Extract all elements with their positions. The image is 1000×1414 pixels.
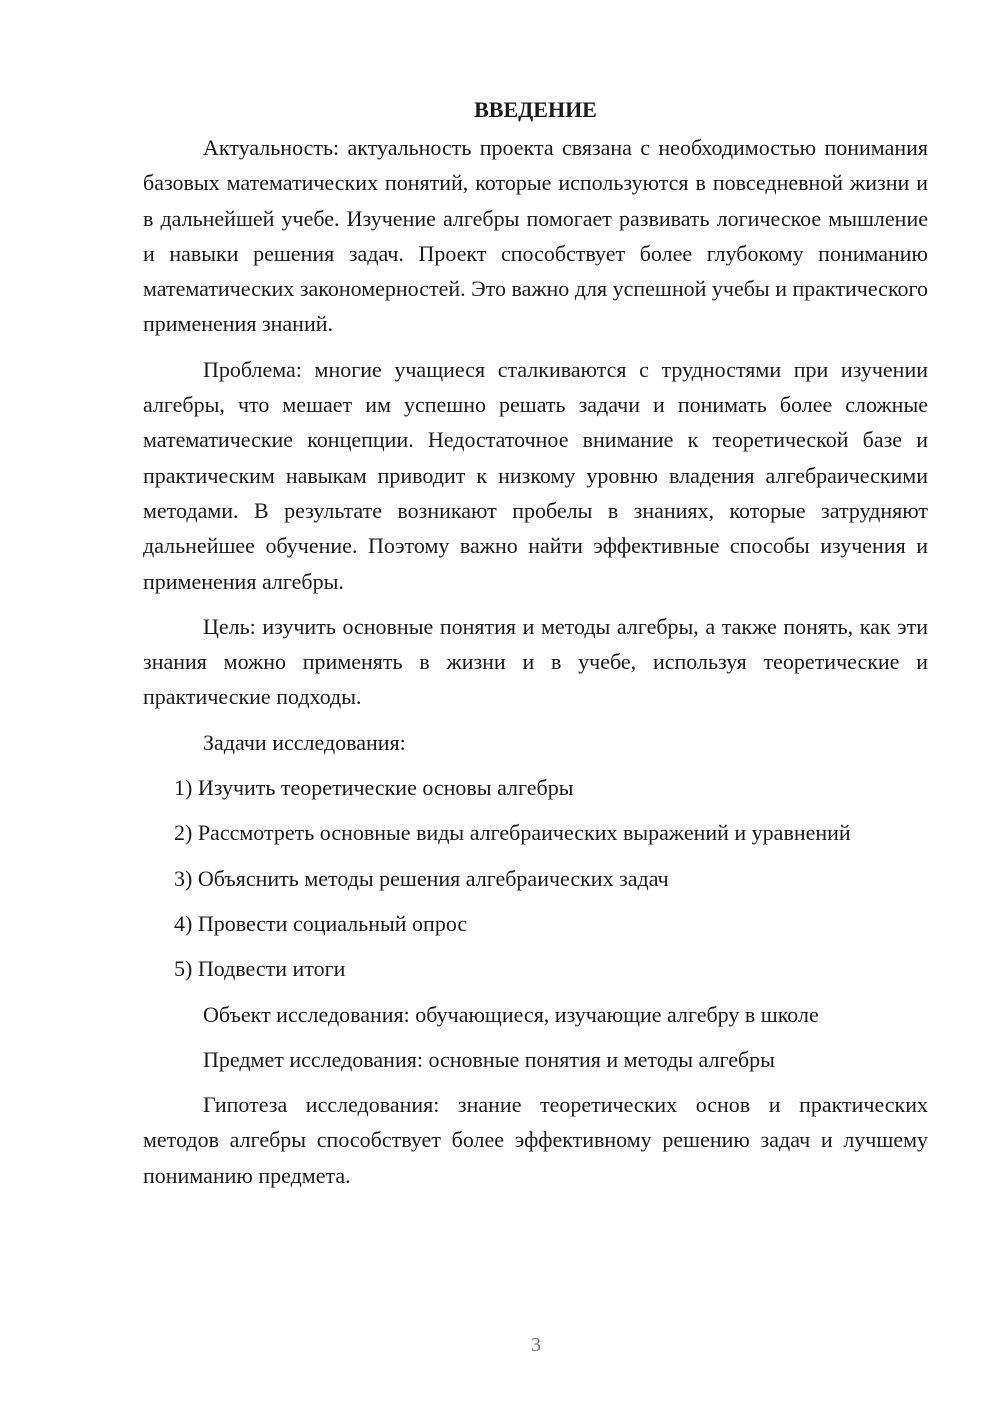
task-item-5: 5) Подвести итоги [174,956,346,982]
paragraph-subject: Предмет исследования: основные понятия и методы алгебры [203,1046,775,1072]
tasks-heading: Задачи исследования: [203,729,406,755]
paragraph-goal: Цель: изучить основные понятия и методы алгебры, а также понять, как эти знания можно применять в жизни и в учебе, используя теоретические и практические подходы. [143,613,928,710]
paragraph-problem: Проблема: многие учащиеся сталкиваются с трудностями при изучении алгебры, что мешает им успешно решать задачи и понимать более сложные математические концепции. Недостаточное внимание к теоретической базе и практическим навыкам приводит к низкому уровню владения алгебраическими методами. В результате возникают пробелы в знаниях, которые затрудняют дальнейшее обучение. Поэтому важно найти эффективные способы изучения и применения алгебры. [143,356,928,594]
task-item-2: 2) Рассмотреть основные виды алгебраических выражений и уравнений [174,820,851,846]
task-item-1: 1) Изучить теоретические основы алгебры [174,775,574,801]
page-number: 3 [531,1334,541,1356]
task-item-4: 4) Провести социальный опрос [174,910,468,936]
section-title: ВВЕДЕНИЕ [474,97,597,122]
task-item-3: 3) Объяснить методы решения алгебраических задач [174,865,669,891]
paragraph-hypothesis: Гипотеза исследования: знание теоретических основ и практических методов алгебры способствует более эффективному решению задач и лучшему пониманию предмета. [143,1092,928,1188]
paragraph-relevance: Актуальность: актуальность проекта связана с необходимостью понимания базовых математических понятий, которые используются в повседневной жизни и в дальнейшей учебе. Изучение алгебры помогает развивать логическое мышление и навыки решения задач. Проект способствует более глубокому пониманию математических закономерностей. Это важно для успешной учебы и практического применения знаний. [143,135,928,337]
paragraph-object: Объект исследования: обучающиеся, изучающие алгебру в школе [203,1001,819,1027]
document-page [143,92,928,1193]
